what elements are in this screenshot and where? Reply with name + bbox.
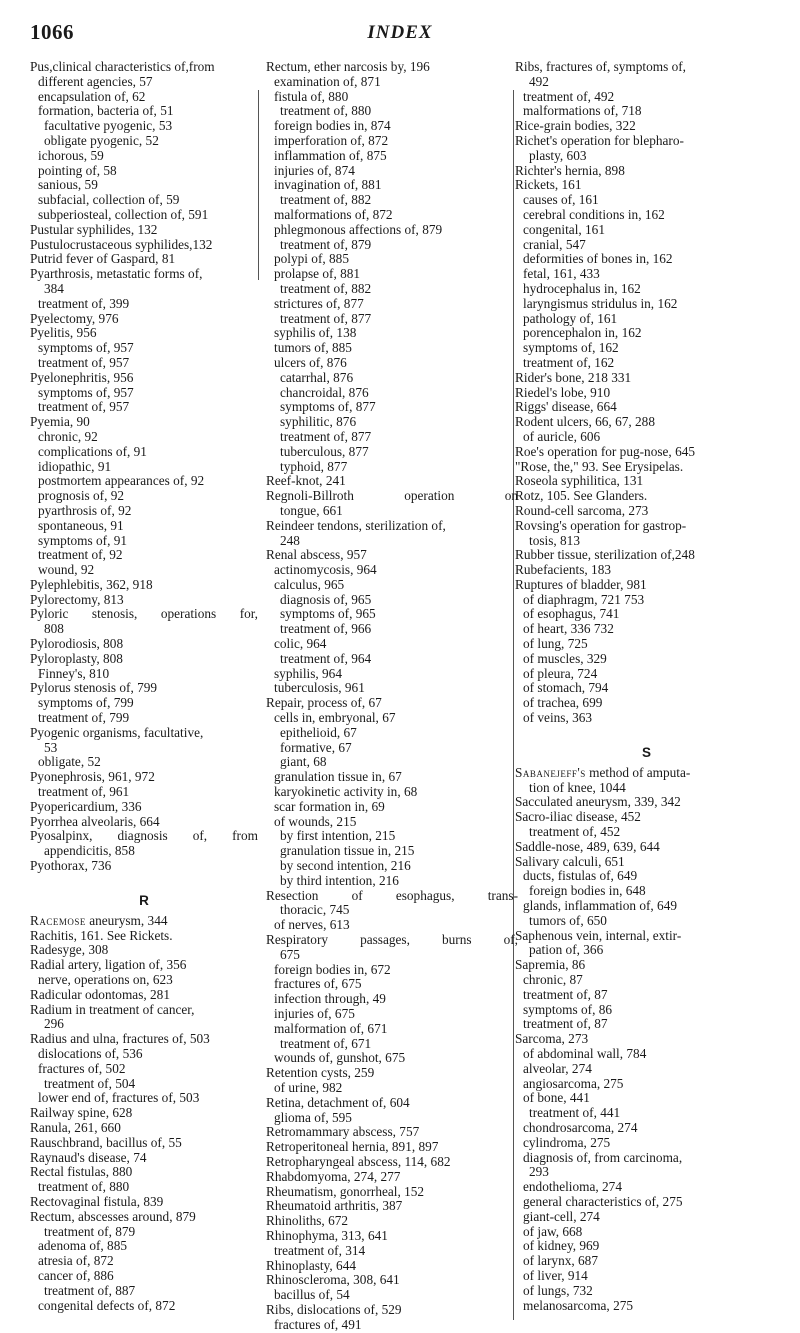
index-entry: formative, 67 [280, 739, 352, 755]
index-entry: Rhinoplasty, 644 [266, 1257, 357, 1273]
index-entry: treatment of, 879 [280, 236, 372, 252]
index-entry: strictures of, 877 [274, 295, 364, 311]
index-entry: Rectovaginal fistula, 839 [30, 1193, 164, 1209]
index-entry: atresia of, 872 [38, 1253, 114, 1269]
index-entry: of wounds, 215 [274, 813, 357, 829]
index-entry: actinomycosis, 964 [274, 562, 377, 578]
index-entry: Sapremia, 86 [515, 957, 586, 973]
index-entry: fractures of, 491 [274, 1316, 362, 1332]
index-entry: wound, 92 [38, 562, 95, 578]
index-entry: Radicular odontomas, 281 [30, 986, 170, 1002]
index-entry: Ribs, dislocations of, 529 [266, 1301, 402, 1317]
index-entry: tuberculosis, 961 [274, 680, 365, 696]
index-entry: Saddle-nose, 489, 639, 644 [515, 838, 660, 854]
running-head: INDEX [367, 22, 433, 43]
index-entry: sanious, 59 [38, 177, 98, 193]
index-entry: glioma of, 595 [274, 1109, 352, 1125]
index-entry: ducts, fistulas of, 649 [523, 868, 638, 884]
index-entry: catarrhal, 876 [280, 369, 354, 385]
index-entry: wounds of, gunshot, 675 [274, 1050, 406, 1066]
index-entry: of larynx, 687 [523, 1253, 598, 1269]
index-entry: Rectum, ether narcosis by, 196 [266, 59, 430, 74]
index-entry: Rider's bone, 218 331 [515, 369, 632, 385]
index-entry: Rauschbrand, bacillus of, 55 [30, 1134, 182, 1150]
index-entry: adenoma of, 885 [38, 1238, 127, 1254]
index-entry: treatment of, 441 [529, 1105, 621, 1121]
index-entry: scar formation in, 69 [274, 798, 385, 814]
index-entry: Sarcoma, 273 [515, 1031, 589, 1047]
index-entry: obligate, 52 [38, 754, 101, 770]
entry-text: method of amputa- [585, 764, 691, 780]
index-entry: Ribs, fractures of, symptoms of, [515, 59, 686, 74]
index-entry: invagination of, 881 [274, 177, 382, 193]
index-entry: fistula of, 880 [274, 88, 349, 104]
index-entry: chronic, 92 [38, 428, 98, 444]
index-entry: tumors of, 885 [274, 340, 352, 356]
index-entry: laryngismus stridulus in, 162 [523, 295, 678, 311]
index-entry: Ruptures of bladder, 981 [515, 576, 647, 592]
index-entry: deformities of bones in, 162 [523, 251, 673, 267]
index-entry: 293 [529, 1164, 549, 1180]
index-entry: alveolar, 274 [523, 1060, 592, 1076]
index-entry: Retropharyngeal abscess, 114, 682 [266, 1153, 451, 1169]
index-entry: Pyelectomy, 976 [30, 310, 119, 326]
index-entry: polypi of, 885 [274, 251, 349, 267]
index-entry: Rhinophyma, 313, 641 [266, 1227, 388, 1243]
index-entry: Pylorus stenosis of, 799 [30, 680, 158, 696]
index-entry: Pyarthrosis, metastatic forms of, [30, 266, 203, 282]
index-entry: dislocations of, 536 [38, 1046, 143, 1061]
index-entry: of nerves, 613 [274, 917, 350, 933]
index-entry: symptoms of, 91 [38, 532, 128, 548]
index-entry: Renal abscess, 957 [266, 547, 367, 563]
page-header [0, 20, 800, 44]
index-entry: Rhabdomyoma, 274, 277 [266, 1168, 401, 1184]
index-entry: Pylorodiosis, 808 [30, 636, 124, 652]
index-entry: Reef-knot, 241 [266, 473, 346, 489]
index-entry: Pustular syphilides, 132 [30, 221, 158, 237]
index-entry: Rhinoscleroma, 308, 641 [266, 1272, 400, 1288]
index-entry: formation, bacteria of, 51 [38, 103, 174, 119]
index-entry: treatment of, 314 [274, 1242, 366, 1258]
entries-s [515, 781, 778, 1314]
index-entry: of jaw, 668 [523, 1223, 583, 1239]
index-entry: Rovsing's operation for gastrop- [515, 517, 687, 533]
index-entry: lower end of, fractures of, 503 [38, 1090, 200, 1106]
index-entry: Retroperitoneal hernia, 891, 897 [266, 1139, 439, 1155]
index-columns [30, 59, 790, 1332]
index-entry: Rodent ulcers, 66, 67, 288 [515, 414, 655, 430]
index-entry: ichorous, 59 [38, 147, 104, 163]
index-entry: Raynaud's disease, 74 [30, 1149, 147, 1165]
index-entry: karyokinetic activity in, 68 [274, 784, 418, 800]
index-entry: Pyothorax, 736 [30, 858, 112, 874]
index-entry: calculus, 965 [274, 576, 345, 592]
index-entry: of trachea, 699 [523, 695, 603, 711]
index-entry: treatment of, 957 [38, 399, 130, 415]
index-entry: treatment of, 887 [44, 1282, 136, 1298]
index-entry: Rectal fistulas, 880 [30, 1164, 133, 1180]
index-entry: Saphenous vein, internal, extir- [515, 927, 682, 943]
index-entry: treatment of, 799 [38, 710, 130, 726]
index-entry: Salivary calculi, 651 [515, 853, 625, 869]
index-entry: obligate pyogenic, 52 [44, 132, 159, 148]
index-entry: cylindroma, 275 [523, 1134, 611, 1150]
index-entry: Pyelitis, 956 [30, 325, 97, 341]
index-entry: 492 [529, 73, 549, 89]
index-entry: of kidney, 969 [523, 1238, 600, 1254]
index-entry: by first intention, 215 [280, 828, 396, 844]
index-entry: chancroidal, 876 [280, 384, 369, 400]
index-entry: syphilitic, 876 [280, 414, 357, 430]
index-entry: postmortem appearances of, 92 [38, 473, 205, 489]
index-entry: hydrocephalus in, 162 [523, 280, 641, 296]
index-entry: of stomach, 794 [523, 680, 609, 696]
index-entry: of esophagus, 741 [523, 606, 620, 622]
index-entry: treatment of, 87 [523, 1016, 608, 1032]
index-entry: prolapse of, 881 [274, 266, 361, 282]
index-entry: fetal, 161, 433 [523, 266, 600, 282]
index-entry: symptoms of, 965 [280, 606, 376, 622]
index-entry: treatment of, 882 [280, 280, 372, 296]
index-entry: Riedel's lobe, 910 [515, 384, 611, 400]
index-column-1 [30, 60, 258, 1313]
index-entry: of liver, 914 [523, 1267, 588, 1283]
index-entry: bacillus of, 54 [274, 1287, 350, 1303]
index-entry: tumors of, 650 [529, 912, 607, 928]
index-entry: treatment of, 957 [38, 354, 130, 370]
index-entry: of pleura, 724 [523, 665, 598, 681]
index-entry: malformations of, 718 [523, 103, 642, 119]
index-entry: fractures of, 502 [38, 1060, 126, 1076]
index-entry: different agencies, 57 [38, 73, 153, 89]
index-entry: Respiratory passages, burns of, [266, 932, 518, 948]
index-entry: plasty, 603 [529, 147, 587, 163]
index-entry: treatment of, 882 [280, 192, 372, 208]
index-entry: examination of, 871 [274, 73, 381, 89]
index-entry: malformation of, 671 [274, 1020, 388, 1036]
page-number: 1066 [30, 20, 74, 44]
index-entry: foreign bodies in, 874 [274, 118, 391, 134]
section-letter-r: R [139, 892, 149, 908]
index-entry: Rice-grain bodies, 322 [515, 118, 636, 134]
index-entry: Retention cysts, 259 [266, 1065, 375, 1081]
index-entry: pation of, 366 [529, 942, 604, 958]
index-entry: cells in, embryonal, 67 [274, 710, 396, 726]
index-entry: 296 [44, 1016, 64, 1032]
index-entry: complications of, 91 [38, 443, 147, 459]
column-rule-left [258, 90, 259, 280]
index-entry: chondrosarcoma, 274 [523, 1119, 638, 1135]
index-entry: Retromammary abscess, 757 [266, 1124, 420, 1140]
index-entry: prognosis of, 92 [38, 488, 125, 504]
index-entry: 675 [280, 946, 300, 962]
index-column-3 [515, 60, 778, 1313]
index-entry: Radium in treatment of cancer, [30, 1001, 195, 1017]
index-entry: endothelioma, 274 [523, 1179, 622, 1195]
index-entry: symptoms of, 799 [38, 695, 134, 711]
index-entry: symptoms of, 957 [38, 384, 134, 400]
index-entry: idiopathic, 91 [38, 458, 112, 474]
index-entry: Pyloroplasty, 808 [30, 650, 123, 666]
entry-text: aneurysm, 344 [85, 912, 168, 928]
index-entry: of bone, 441 [523, 1090, 590, 1106]
index-entry: Railway spine, 628 [30, 1105, 133, 1121]
index-entry: of auricle, 606 [523, 428, 601, 444]
index-entry: Pyosalpinx, diagnosis of, from [30, 828, 258, 844]
index-entry: causes of, 161 [523, 192, 599, 208]
index-entry: of diaphragm, 721 753 [523, 591, 645, 607]
index-entry: malformations of, 872 [274, 206, 393, 222]
index-entry: treatment of, 92 [38, 547, 123, 563]
index-entry: pointing of, 58 [38, 162, 117, 178]
index-entry: Rheumatism, gonorrheal, 152 [266, 1183, 425, 1199]
index-entry: of muscles, 329 [523, 650, 607, 666]
index-entry: phlegmonous affections of, 879 [274, 221, 443, 237]
index-entry: fractures of, 675 [274, 976, 362, 992]
index-entry: granulation tissue in, 215 [280, 843, 415, 859]
index-entry: of urine, 982 [274, 1079, 343, 1095]
index-entry: congenital defects of, 872 [38, 1297, 176, 1313]
index-entry: Resection of esophagus, trans- [266, 887, 518, 903]
index-entry: inflammation of, 875 [274, 147, 387, 163]
index-entry: cerebral conditions in, 162 [523, 206, 665, 222]
index-entry: glands, inflammation of, 649 [523, 898, 677, 914]
index-entry: treatment of, 671 [280, 1035, 372, 1051]
index-entry: syphilis, 964 [274, 665, 342, 681]
index-entry: melanosarcoma, 275 [523, 1297, 634, 1313]
index-entry: tion of knee, 1044 [529, 779, 626, 795]
index-entry: injuries of, 874 [274, 162, 355, 178]
index-entry: cancer of, 886 [38, 1267, 114, 1283]
index-entry: Pyogenic organisms, facultative, [30, 724, 204, 740]
index-entry: pyarthrosis of, 92 [38, 502, 132, 518]
index-entry: Rectum, abscesses around, 879 [30, 1208, 196, 1224]
index-entry: Roe's operation for pug-nose, 645 [515, 443, 696, 459]
index-entry: Riggs' disease, 664 [515, 399, 617, 415]
index-entry: Sacro-iliac disease, 452 [515, 809, 641, 825]
index-entry: Rhinoliths, 672 [266, 1213, 349, 1229]
index-entry: Radius and ulna, fractures of, 503 [30, 1031, 210, 1047]
index-entry: Ranula, 261, 660 [30, 1119, 121, 1135]
index-entry: foreign bodies in, 648 [529, 883, 646, 899]
index-entry: granulation tissue in, 67 [274, 769, 402, 785]
index-entry: infection through, 49 [274, 991, 386, 1007]
index-entry: tuberculous, 877 [280, 443, 369, 459]
index-entry: epithelioid, 67 [280, 724, 357, 740]
index-entry: Rachitis, 161. See Rickets. [30, 927, 173, 943]
index-entry: of lung, 725 [523, 636, 588, 652]
index-entry [515, 766, 778, 781]
index-entry: treatment of, 880 [38, 1179, 130, 1195]
index-entry: injuries of, 675 [274, 1006, 355, 1021]
index-entry: Finney's, 810 [38, 665, 110, 681]
index-entry: nerve, operations on, 623 [38, 972, 173, 988]
index-entry: Rheumatoid arthritis, 387 [266, 1198, 403, 1214]
index-entry: of veins, 363 [523, 710, 593, 726]
index-entry: Pylorectomy, 813 [30, 591, 124, 607]
index-entry: treatment of, 877 [280, 428, 372, 444]
index-entry: symptoms of, 877 [280, 399, 376, 415]
index-entry: treatment of, 504 [44, 1075, 136, 1091]
index-entry: treatment of, 961 [38, 784, 130, 800]
index-entry: by third intention, 216 [280, 872, 399, 888]
index-entry: Roseola syphilitica, 131 [515, 473, 644, 489]
index-entry: appendicitis, 858 [44, 843, 135, 859]
index-entry: tongue, 661 [280, 502, 343, 518]
index-entry: giant-cell, 274 [523, 1208, 600, 1224]
index-entry: Radesyge, 308 [30, 942, 109, 958]
index-entry: Pyelonephritis, 956 [30, 369, 134, 385]
index-entry: general characteristics of, 275 [523, 1193, 683, 1209]
entry-lead-word: Sabanejeff's [515, 764, 586, 780]
index-entry: Reindeer tendons, sterilization of, [266, 517, 446, 533]
entries-r [30, 929, 258, 1314]
index-entry: diagnosis of, from carcinoma, [523, 1149, 683, 1165]
index-entry: 808 [44, 621, 64, 637]
index-entry: colic, 964 [274, 636, 327, 652]
index-entry: treatment of, 399 [38, 295, 130, 311]
index-entry [30, 914, 258, 929]
index-entry: treatment of, 879 [44, 1223, 136, 1239]
index-entry: spontaneous, 91 [38, 517, 124, 533]
index-entry: Rickets, 161 [515, 177, 582, 193]
index-entry: symptoms of, 162 [523, 340, 619, 356]
index-entry: of heart, 336 732 [523, 621, 614, 637]
index-entry: Rotz, 105. See Glanders. [515, 488, 648, 504]
index-entry: Regnoli-Billroth operation on [266, 488, 518, 504]
index-entry: treatment of, 877 [280, 310, 372, 326]
index-entry: subfacial, collection of, 59 [38, 192, 180, 208]
index-entry: Pyonephrosis, 961, 972 [30, 769, 155, 785]
entries-r-end [515, 60, 778, 726]
index-entry: Pyloric stenosis, operations for, [30, 606, 258, 622]
index-entry: Sacculated aneurysm, 339, 342 [515, 794, 681, 810]
index-entry: treatment of, 880 [280, 103, 372, 119]
index-entry: 53 [44, 739, 58, 755]
index-entry: giant, 68 [280, 754, 327, 770]
index-entry: tosis, 813 [529, 532, 580, 548]
index-entry: Pyemia, 90 [30, 414, 90, 430]
section-letter-s: S [641, 744, 651, 760]
index-entry: facultative pyogenic, 53 [44, 118, 173, 134]
index-entry: angiosarcoma, 275 [523, 1075, 624, 1091]
index-entry: treatment of, 87 [523, 986, 608, 1002]
index-entry: of abdominal wall, 784 [523, 1046, 647, 1061]
index-entry: Putrid fever of Gaspard, 81 [30, 251, 176, 267]
index-entry: 384 [44, 280, 64, 296]
index-entry: Pyorrhea alveolaris, 664 [30, 813, 160, 829]
index-entry: treatment of, 492 [523, 88, 615, 104]
index-entry: Rubber tissue, sterilization of,248 [515, 547, 695, 563]
index-entry: treatment of, 162 [523, 354, 615, 370]
index-entry: Round-cell sarcoma, 273 [515, 502, 649, 518]
index-entry: treatment of, 966 [280, 621, 372, 637]
entries-p [30, 60, 258, 874]
index-entry: chronic, 87 [523, 972, 583, 988]
index-entry: Pustulocrustaceous syphilides,132 [30, 236, 213, 252]
index-entry: treatment of, 452 [529, 824, 621, 840]
index-entry: Richter's hernia, 898 [515, 162, 625, 178]
index-entry: typhoid, 877 [280, 458, 348, 474]
index-entry: encapsulation of, 62 [38, 88, 146, 104]
index-entry: "Rose, the," 93. See Erysipelas. [515, 458, 684, 474]
index-entry: symptoms of, 957 [38, 340, 134, 356]
index-entry: Pyopericardium, 336 [30, 798, 142, 814]
index-entry: thoracic, 745 [280, 902, 350, 918]
index-entry: Retina, detachment of, 604 [266, 1094, 410, 1110]
index-entry: foreign bodies in, 672 [274, 961, 391, 977]
index-entry: imperforation of, 872 [274, 132, 389, 148]
index-entry: Radial artery, ligation of, 356 [30, 957, 187, 973]
index-entry: Richet's operation for blepharo- [515, 132, 684, 148]
index-entry: Rubefacients, 183 [515, 562, 612, 578]
entries-r-continued [266, 60, 518, 1333]
index-entry: symptoms of, 86 [523, 1001, 613, 1017]
index-entry: ulcers of, 876 [274, 354, 347, 370]
index-entry: syphilis of, 138 [274, 325, 357, 341]
index-entry: porencephalon in, 162 [523, 325, 642, 341]
index-entry: Pylephlebitis, 362, 918 [30, 576, 153, 592]
index-entry: Repair, process of, 67 [266, 695, 382, 711]
index-entry: by second intention, 216 [280, 858, 411, 874]
index-entry: congenital, 161 [523, 221, 605, 237]
index-entry: of lungs, 732 [523, 1282, 593, 1298]
index-column-2 [266, 60, 518, 1333]
index-entry: Pus,clinical characteristics of,from [30, 59, 215, 74]
index-entry: diagnosis of, 965 [280, 591, 372, 607]
index-entry: cranial, 547 [523, 236, 586, 252]
entry-lead-word: Racemose [30, 912, 86, 928]
index-entry: treatment of, 964 [280, 650, 372, 666]
index-entry: 248 [280, 532, 300, 548]
index-entry: pathology of, 161 [523, 310, 618, 326]
index-entry: subperiosteal, collection of, 591 [38, 206, 209, 222]
